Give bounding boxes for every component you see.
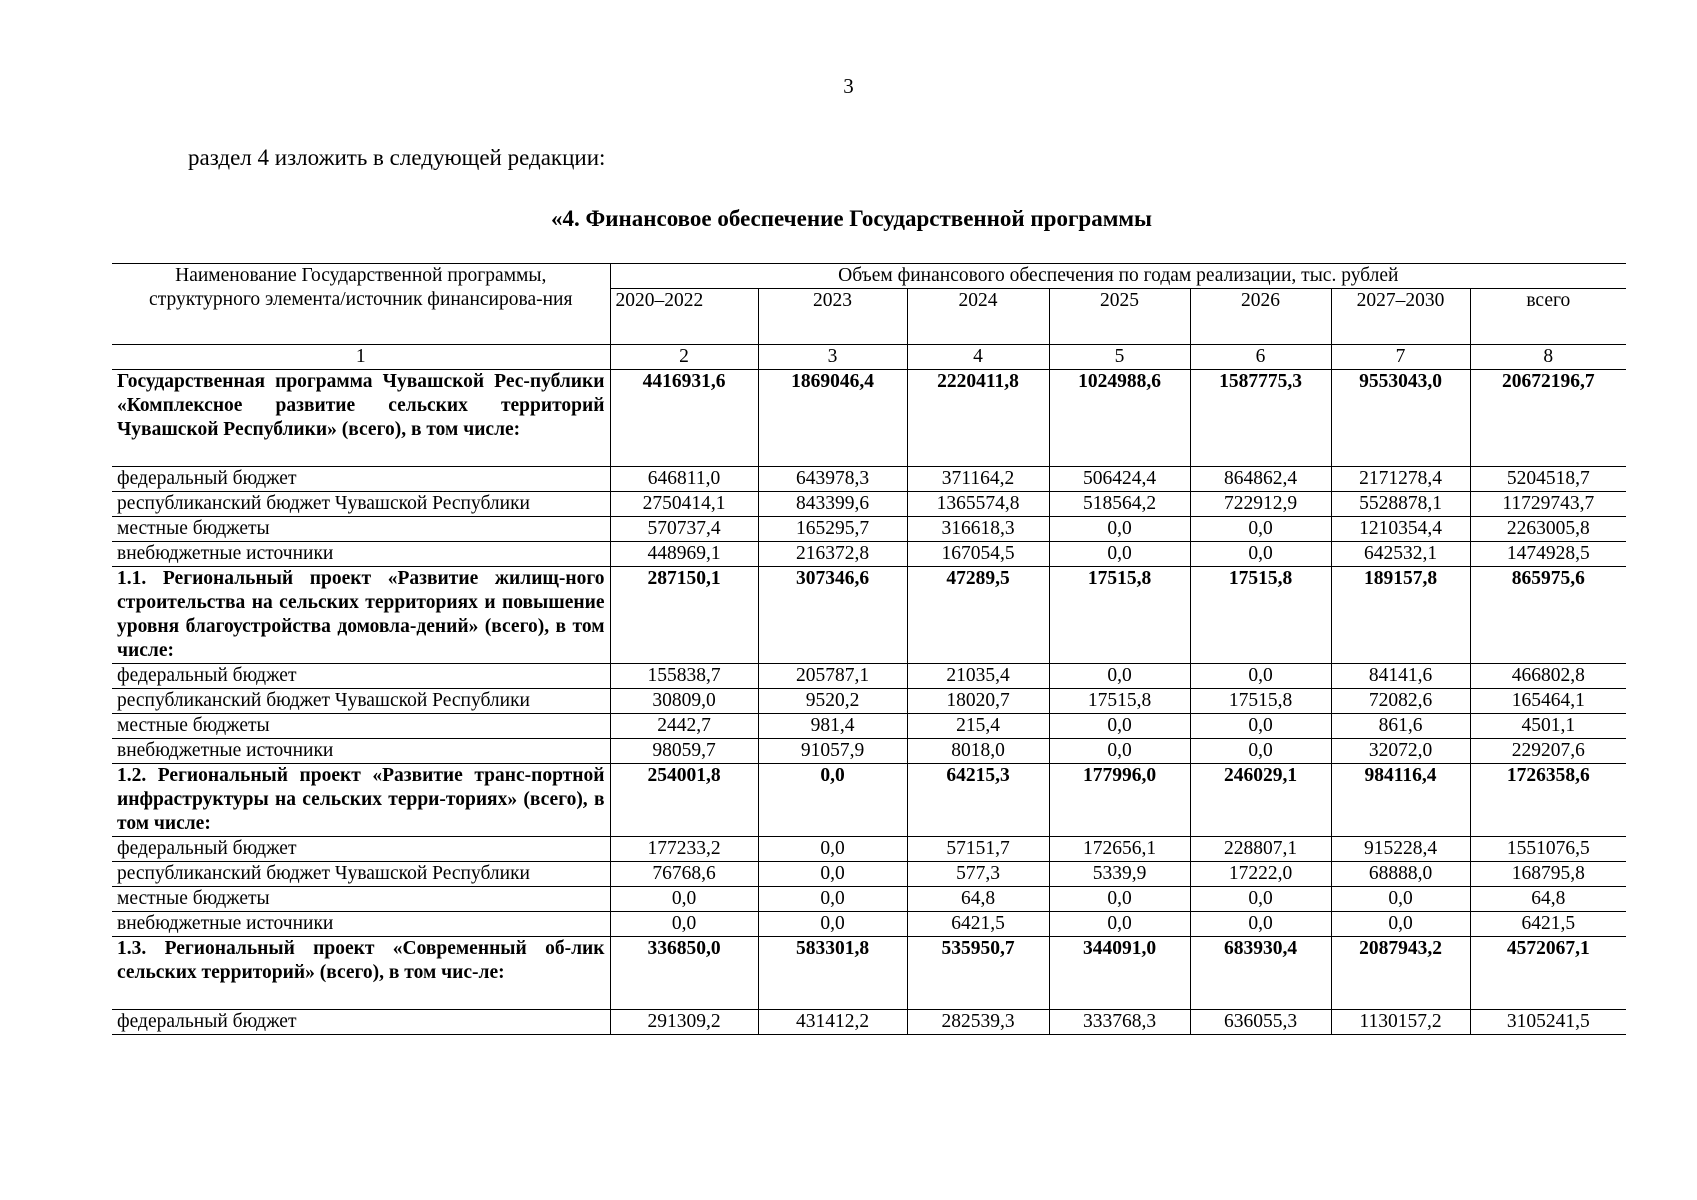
source-row [112, 664, 1626, 689]
value-cell: 1587775,3 [1190, 370, 1331, 467]
value-cell: 47289,5 [907, 567, 1049, 664]
column-number-cell: 5 [1049, 345, 1190, 370]
summary-row [112, 370, 1626, 467]
summary-row [112, 937, 1626, 1010]
summary-row [112, 764, 1626, 837]
value-cell: 1130157,2 [1331, 1010, 1470, 1035]
value-cell: 168795,8 [1470, 862, 1626, 887]
row-name-cell: 1.1. Региональный проект «Развитие жилищ-ного строительства на сельских территориях и повышение уровня благоустройства домовла-дений» (всего), в том числе: [112, 567, 610, 664]
value-cell: 2750414,1 [610, 492, 758, 517]
row-name-cell: местные бюджеты [112, 887, 610, 912]
value-cell: 32072,0 [1331, 739, 1470, 764]
value-cell: 316618,3 [907, 517, 1049, 542]
value-cell: 0,0 [758, 912, 907, 937]
value-cell: 8018,0 [907, 739, 1049, 764]
value-cell: 0,0 [1190, 664, 1331, 689]
value-cell: 17222,0 [1190, 862, 1331, 887]
value-cell: 76768,6 [610, 862, 758, 887]
value-cell: 865975,6 [1470, 567, 1626, 664]
value-cell: 165464,1 [1470, 689, 1626, 714]
section-title-text: «4. Финансовое обеспечение Государственной программы [551, 206, 1152, 231]
value-cell: 843399,6 [758, 492, 907, 517]
source-row [112, 542, 1626, 567]
value-cell: 2220411,8 [907, 370, 1049, 467]
value-cell: 344091,0 [1049, 937, 1190, 1010]
value-cell: 1869046,4 [758, 370, 907, 467]
value-cell: 5339,9 [1049, 862, 1190, 887]
value-cell: 636055,3 [1190, 1010, 1331, 1035]
source-row [112, 492, 1626, 517]
year-header-cell: 2020–2022 [610, 289, 758, 345]
value-cell: 535950,7 [907, 937, 1049, 1010]
value-cell: 583301,8 [758, 937, 907, 1010]
value-cell: 861,6 [1331, 714, 1470, 739]
row-name-cell: федеральный бюджет [112, 664, 610, 689]
value-cell: 20672196,7 [1470, 370, 1626, 467]
source-row [112, 862, 1626, 887]
value-cell: 0,0 [758, 764, 907, 837]
value-cell: 189157,8 [1331, 567, 1470, 664]
row-name-cell: Государственная программа Чувашской Рес-публики «Комплексное развитие сельских территорий Чувашской Республики» (всего), в том числе: [112, 370, 610, 467]
value-cell: 0,0 [1190, 542, 1331, 567]
value-cell: 282539,3 [907, 1010, 1049, 1035]
row-name-cell: федеральный бюджет [112, 837, 610, 862]
value-cell: 371164,2 [907, 467, 1049, 492]
value-cell: 64215,3 [907, 764, 1049, 837]
value-cell: 1551076,5 [1470, 837, 1626, 862]
value-cell: 0,0 [758, 837, 907, 862]
value-cell: 2263005,8 [1470, 517, 1626, 542]
value-cell: 9553043,0 [1331, 370, 1470, 467]
value-cell: 646811,0 [610, 467, 758, 492]
value-cell: 17515,8 [1049, 567, 1190, 664]
value-cell: 1024988,6 [1049, 370, 1190, 467]
value-cell: 577,3 [907, 862, 1049, 887]
value-cell: 91057,9 [758, 739, 907, 764]
row-name-cell: 1.3. Региональный проект «Современный об-лик сельских территорий» (всего), в том чис-ле: [112, 937, 610, 1010]
value-cell: 287150,1 [610, 567, 758, 664]
value-cell: 4572067,1 [1470, 937, 1626, 1010]
row-name-cell: местные бюджеты [112, 517, 610, 542]
value-cell: 864862,4 [1190, 467, 1331, 492]
value-cell: 229207,6 [1470, 739, 1626, 764]
row-name-cell: республиканский бюджет Чувашской Республики [112, 689, 610, 714]
value-cell: 1474928,5 [1470, 542, 1626, 567]
source-row [112, 517, 1626, 542]
value-cell: 4416931,6 [610, 370, 758, 467]
value-cell: 0,0 [758, 862, 907, 887]
value-cell: 0,0 [1049, 739, 1190, 764]
value-cell: 177996,0 [1049, 764, 1190, 837]
value-cell: 0,0 [1049, 664, 1190, 689]
financing-table [112, 263, 1626, 1035]
value-cell: 0,0 [1049, 887, 1190, 912]
value-cell: 0,0 [1049, 517, 1190, 542]
column-number-cell: 7 [1331, 345, 1470, 370]
value-cell: 177233,2 [610, 837, 758, 862]
value-cell: 254001,8 [610, 764, 758, 837]
value-cell: 1210354,4 [1331, 517, 1470, 542]
value-cell: 84141,6 [1331, 664, 1470, 689]
value-cell: 431412,2 [758, 1010, 907, 1035]
year-header-cell: всего [1470, 289, 1626, 345]
value-cell: 4501,1 [1470, 714, 1626, 739]
value-cell: 167054,5 [907, 542, 1049, 567]
year-header-cell: 2023 [758, 289, 907, 345]
header-span-cell: Объем финансового обеспечения по годам реализации, тыс. рублей [610, 264, 1626, 289]
source-row [112, 887, 1626, 912]
value-cell: 72082,6 [1331, 689, 1470, 714]
value-cell: 0,0 [610, 912, 758, 937]
value-cell: 643978,3 [758, 467, 907, 492]
value-cell: 291309,2 [610, 1010, 758, 1035]
value-cell: 0,0 [1190, 912, 1331, 937]
row-name-cell: внебюджетные источники [112, 739, 610, 764]
value-cell: 0,0 [1331, 887, 1470, 912]
value-cell: 165295,7 [758, 517, 907, 542]
value-cell: 64,8 [1470, 887, 1626, 912]
value-cell: 6421,5 [907, 912, 1049, 937]
value-cell: 466802,8 [1470, 664, 1626, 689]
value-cell: 30809,0 [610, 689, 758, 714]
row-name-cell: федеральный бюджет [112, 1010, 610, 1035]
value-cell: 0,0 [1190, 517, 1331, 542]
source-row [112, 1010, 1626, 1035]
value-cell: 21035,4 [907, 664, 1049, 689]
column-number-cell: 8 [1470, 345, 1626, 370]
value-cell: 2442,7 [610, 714, 758, 739]
value-cell: 57151,7 [907, 837, 1049, 862]
summary-row [112, 567, 1626, 664]
value-cell: 0,0 [1190, 739, 1331, 764]
value-cell: 246029,1 [1190, 764, 1331, 837]
value-cell: 172656,1 [1049, 837, 1190, 862]
value-cell: 0,0 [1049, 542, 1190, 567]
source-row [112, 467, 1626, 492]
row-name-cell: федеральный бюджет [112, 467, 610, 492]
value-cell: 215,4 [907, 714, 1049, 739]
value-cell: 0,0 [1049, 714, 1190, 739]
value-cell: 2087943,2 [1331, 937, 1470, 1010]
value-cell: 2171278,4 [1331, 467, 1470, 492]
value-cell: 17515,8 [1049, 689, 1190, 714]
value-cell: 18020,7 [907, 689, 1049, 714]
value-cell: 683930,4 [1190, 937, 1331, 1010]
page-number: 3 [843, 74, 854, 98]
value-cell: 0,0 [1190, 714, 1331, 739]
value-cell: 228807,1 [1190, 837, 1331, 862]
row-name-cell: внебюджетные источники [112, 542, 610, 567]
header-name-cell: Наименование Государственной программы, структурного элемента/источник финансирова-ния [112, 264, 610, 345]
row-name-cell: республиканский бюджет Чувашской Республики [112, 862, 610, 887]
value-cell: 307346,6 [758, 567, 907, 664]
source-row [112, 714, 1626, 739]
column-number-cell: 3 [758, 345, 907, 370]
value-cell: 17515,8 [1190, 689, 1331, 714]
value-cell: 1365574,8 [907, 492, 1049, 517]
value-cell: 518564,2 [1049, 492, 1190, 517]
value-cell: 506424,4 [1049, 467, 1190, 492]
value-cell: 0,0 [1190, 887, 1331, 912]
year-header-cell: 2025 [1049, 289, 1190, 345]
value-cell: 0,0 [1331, 912, 1470, 937]
value-cell: 1726358,6 [1470, 764, 1626, 837]
value-cell: 64,8 [907, 887, 1049, 912]
intro-text: раздел 4 изложить в следующей редакции: [188, 145, 606, 170]
value-cell: 6421,5 [1470, 912, 1626, 937]
value-cell: 333768,3 [1049, 1010, 1190, 1035]
value-cell: 642532,1 [1331, 542, 1470, 567]
value-cell: 155838,7 [610, 664, 758, 689]
year-header-cell: 2024 [907, 289, 1049, 345]
section-title [0, 206, 1697, 232]
column-number-cell: 4 [907, 345, 1049, 370]
source-row [112, 739, 1626, 764]
column-number-cell: 6 [1190, 345, 1331, 370]
value-cell: 981,4 [758, 714, 907, 739]
value-cell: 5204518,7 [1470, 467, 1626, 492]
source-row [112, 837, 1626, 862]
value-cell: 205787,1 [758, 664, 907, 689]
row-name-cell: местные бюджеты [112, 714, 610, 739]
value-cell: 0,0 [610, 887, 758, 912]
value-cell: 336850,0 [610, 937, 758, 1010]
column-number-cell: 2 [610, 345, 758, 370]
source-row [112, 912, 1626, 937]
value-cell: 9520,2 [758, 689, 907, 714]
value-cell: 722912,9 [1190, 492, 1331, 517]
source-row [112, 689, 1626, 714]
year-header-cell: 2027–2030 [1331, 289, 1470, 345]
value-cell: 984116,4 [1331, 764, 1470, 837]
row-name-cell: внебюджетные источники [112, 912, 610, 937]
value-cell: 448969,1 [610, 542, 758, 567]
value-cell: 3105241,5 [1470, 1010, 1626, 1035]
value-cell: 0,0 [1049, 912, 1190, 937]
row-name-cell: республиканский бюджет Чувашской Республики [112, 492, 610, 517]
value-cell: 216372,8 [758, 542, 907, 567]
value-cell: 5528878,1 [1331, 492, 1470, 517]
value-cell: 915228,4 [1331, 837, 1470, 862]
value-cell: 98059,7 [610, 739, 758, 764]
value-cell: 0,0 [758, 887, 907, 912]
column-number-cell: 1 [112, 345, 610, 370]
row-name-cell: 1.2. Региональный проект «Развитие транс-портной инфраструктуры на сельских терри-ториях» (всего), в том числе: [112, 764, 610, 837]
value-cell: 570737,4 [610, 517, 758, 542]
value-cell: 11729743,7 [1470, 492, 1626, 517]
value-cell: 17515,8 [1190, 567, 1331, 664]
year-header-cell: 2026 [1190, 289, 1331, 345]
value-cell: 68888,0 [1331, 862, 1470, 887]
